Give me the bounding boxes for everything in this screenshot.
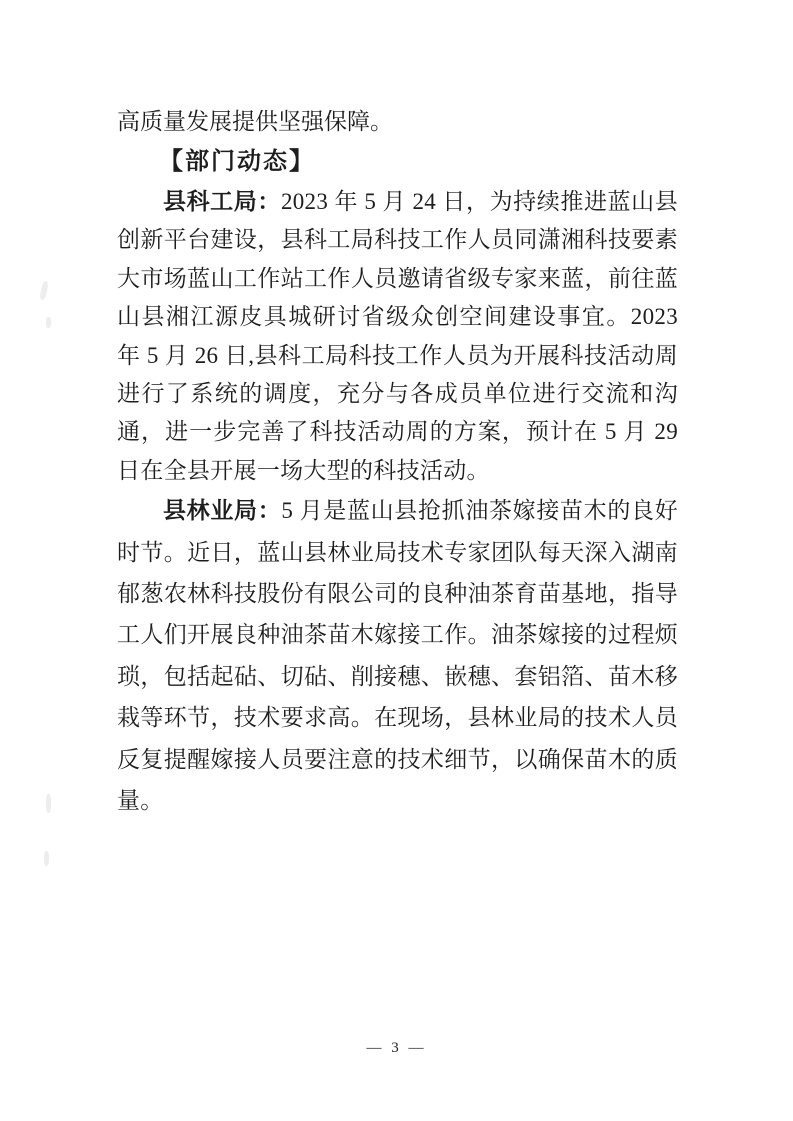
scan-artifact [39,281,49,301]
paragraph-continuation: 高质量发展提供坚强保障。 [117,109,393,134]
scan-artifact [44,851,49,866]
page-body [117,103,678,822]
paragraph-text: 5 月是蓝山县抢抓油茶嫁接苗木的良好时节。近日，蓝山县林业局技术专家团队每天深入湖南郁葱农林科技股份有限公司的良种油茶育苗基地，指导工人们开展良种油茶苗木嫁接工作。油茶嫁接的过程烦琐，包括起砧、切砧、削接穗、嵌穗、套铝箔、苗木移栽等环节，技术要求高。在现场，县林业局的技术人员反复提醒嫁接人员要注意的技术细节，以确保苗木的质量。 [117,498,679,814]
scan-artifact [46,317,51,328]
scan-artifact [46,794,51,813]
paragraph-text: 2023 年 5 月 24 日，为持续推进蓝山县创新平台建设，县科工局科技工作人员同潇湘科技要素大市场蓝山工作站工作人员邀请省级专家来蓝，前往蓝山县湘江源皮具城研讨省级众创空间建设事宜。2023 年 5 月 26 日,县科工局科技工作人员为开展科技活动周进行了系统的调度，充分与各成员单位进行交流和沟通，进一步完善了科技活动周的方案，预计在 5 月 29 日在全县开展一场大型的科技活动。 [117,189,679,483]
section-heading: 【部门动态】 [159,149,315,175]
paragraph-lead: 县科工局： [163,189,281,214]
paragraph-lead: 县林业局： [163,498,282,524]
page-number: — 3 — [366,1040,427,1056]
paragraph-dept-forestry [117,490,678,821]
paragraph-dept-science [117,183,678,490]
